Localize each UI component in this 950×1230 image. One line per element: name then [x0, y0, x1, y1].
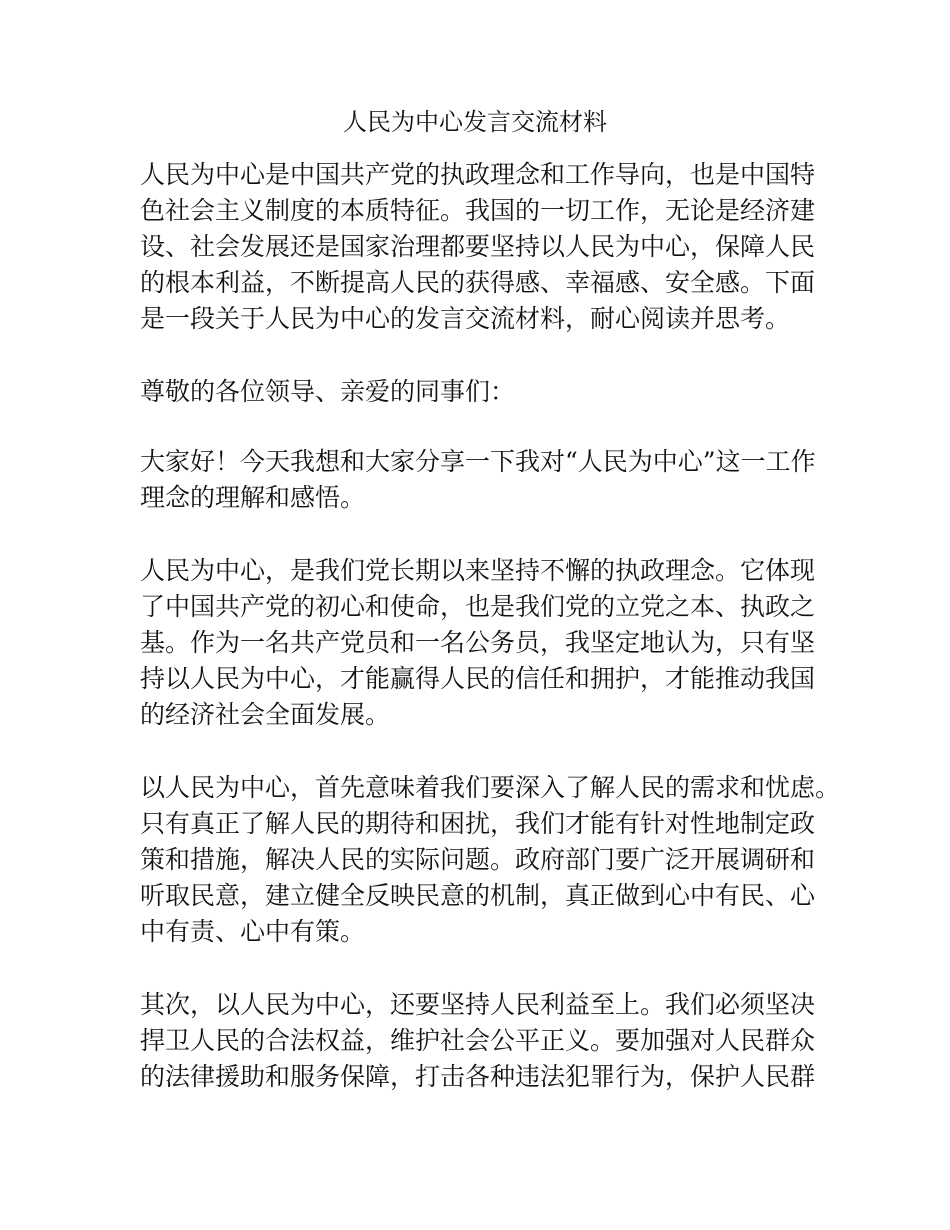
text-line: 以人民为中心，首先意味着我们要深入了解人民的需求和忧虑。 — [140, 773, 841, 802]
text-line: 捍卫人民的合法权益，维护社会公平正义。要加强对人民群众 — [140, 1026, 816, 1055]
text-line: 人民为中心是中国共产党的执政理念和工作导向，也是中国特 — [140, 160, 816, 189]
text-line: 策和措施，解决人民的实际问题。政府部门要广泛开展调研和 — [140, 845, 816, 874]
text-line: 只有真正了解人民的期待和困扰，我们才能有针对性地制定政 — [140, 809, 816, 838]
text-line: 设、社会发展还是国家治理都要坚持以人民为中心，保障人民 — [140, 232, 816, 261]
text-line: 的法律援助和服务保障，打击各种违法犯罪行为，保护人民群 — [140, 1062, 816, 1091]
text-line: 了中国共产党的初心和使命，也是我们党的立党之本、执政之 — [140, 592, 816, 621]
text-line: 其次，以人民为中心，还要坚持人民利益至上。我们必须坚决 — [140, 990, 816, 1019]
text-line: 的根本利益，不断提高人民的获得感、幸福感、安全感。下面 — [140, 268, 816, 297]
text-line: 色社会主义制度的本质特征。我国的一切工作，无论是经济建 — [140, 196, 816, 225]
document-title: 人民为中心发言交流材料 — [343, 108, 607, 136]
text-line: 大家好！今天我想和大家分享一下我对“人民为中心”这一工作 — [140, 447, 816, 476]
text-line: 基。作为一名共产党员和一名公务员，我坚定地认为，只有坚 — [140, 628, 816, 657]
text-line: 中有责、心中有策。 — [140, 917, 366, 946]
text-line: 听取民意，建立健全反映民意的机制，真正做到心中有民、心 — [140, 881, 816, 910]
text-line: 的经济社会全面发展。 — [140, 700, 391, 729]
text-line: 理念的理解和感悟。 — [140, 483, 366, 512]
text-line: 是一段关于人民为中心的发言交流材料，耐心阅读并思考。 — [140, 304, 791, 333]
salutation-line: 尊敬的各位领导、亲爱的同事们： — [140, 377, 516, 406]
text-line: 持以人民为中心，才能赢得人民的信任和拥护，才能推动我国 — [140, 664, 816, 693]
text-line: 人民为中心，是我们党长期以来坚持不懈的执政理念。它体现 — [140, 556, 816, 585]
